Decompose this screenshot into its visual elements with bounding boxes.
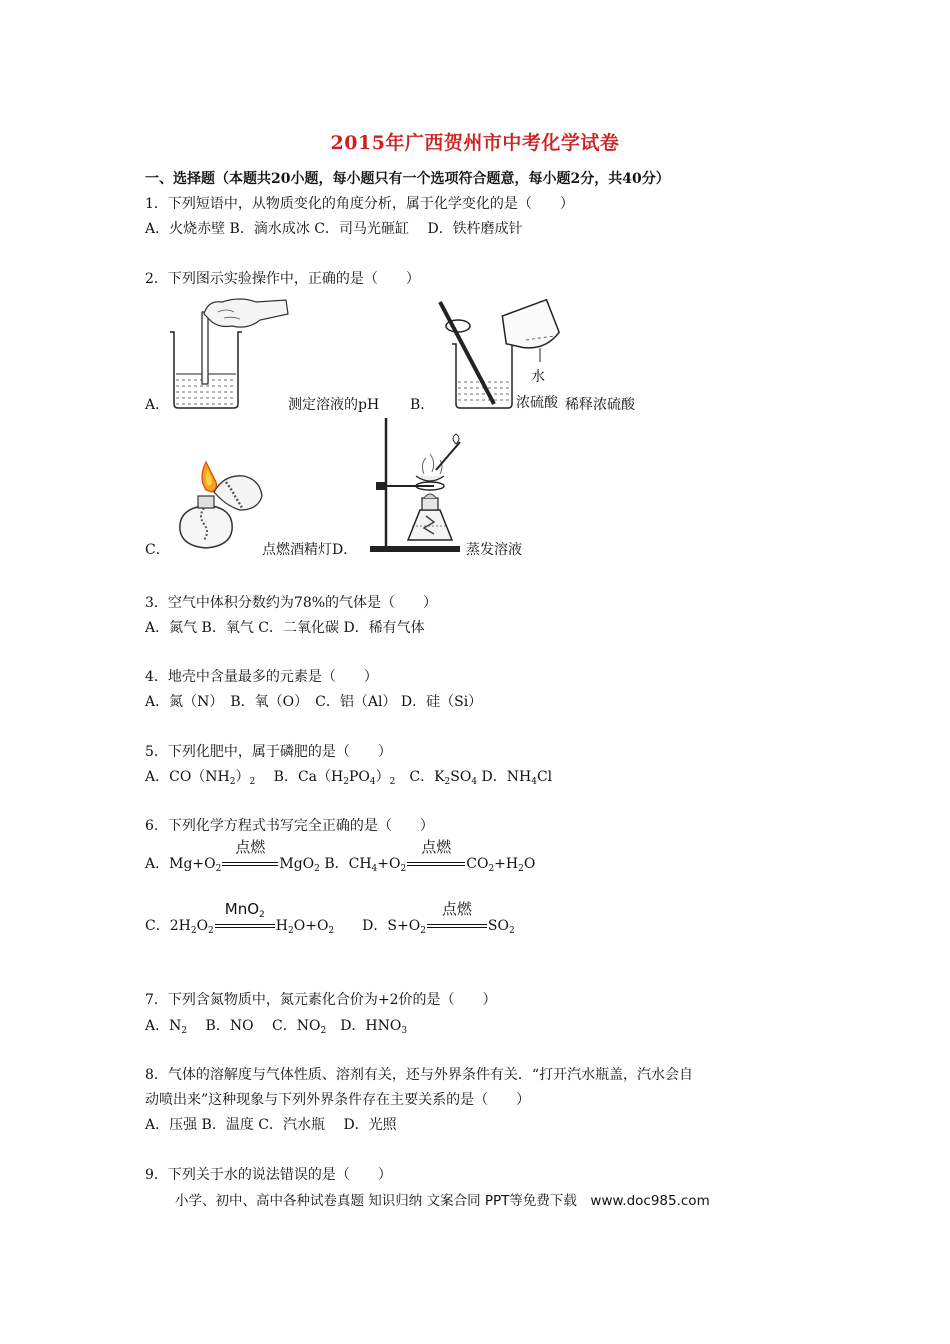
option-b-letter: B． — [410, 397, 435, 413]
reaction-arrow-d: 点燃 — [427, 917, 487, 935]
reaction-arrow-b: 点燃 — [407, 855, 465, 873]
evaporation-figure — [364, 414, 468, 554]
page-title: 2015年广西贺州市中考化学试卷 — [330, 132, 620, 154]
option-d-caption: 蒸发溶液 — [466, 542, 522, 558]
question-4-stem: 4．地壳中含量最多的元素是（ ） — [145, 669, 378, 685]
question-5-options: A．$CO(NH_2)_2$ B．$Ca(H_2PO_4)_2$ C．$K_2SO_4$ D．$NH_4Cl$ — [145, 769, 553, 787]
acid-label: 浓硫酸 — [516, 395, 558, 411]
question-4-options: A．氮（N） B．氧（O） C．铝（Al） D．硅（Si） — [145, 694, 483, 710]
footer-text: 小学、初中、高中各种试卷真题 知识归纳 文案合同 PPT等免费下载 www.doc985.com — [175, 1193, 710, 1209]
question-7-stem: 7．下列含氮物质中，氮元素化合价为+2价的是（ ） — [145, 992, 497, 1008]
question-7-options: A．$N_2$ B．NO C．$NO_2$ D．$HNO_3$ — [145, 1018, 408, 1036]
option-c-letter: C． — [145, 542, 170, 558]
question-6-stem: 6．下列化学方程式书写完全正确的是（ ） — [145, 818, 434, 834]
section-heading: 一、选择题（本题共20小题，每小题只有一个选项符合题意，每小题2分，共40分） — [145, 171, 670, 187]
option-a-caption: 测定溶液的pH — [288, 397, 380, 413]
alcohol-lamp-figure — [168, 446, 274, 556]
option-c-caption: 点燃酒精灯D． — [262, 542, 358, 558]
question-3-stem: 3．空气中体积分数约为78%的气体是（ ） — [145, 595, 438, 611]
question-1-options: A．火烧赤壁 B．滴水成冰 C．司马光砸缸 D．铁杵磨成针 — [145, 221, 523, 237]
question-3-options: A．氮气 B．氧气 C．二氧化碳 D．稀有气体 — [145, 620, 425, 636]
question-8-stem-line2: 动喷出来”这种现象与下列外界条件存在主要关系的是（ ） — [145, 1092, 531, 1108]
question-9-stem: 9．下列关于水的说法错误的是（ ） — [145, 1167, 392, 1183]
reaction-arrow-a: 点燃 — [222, 855, 278, 873]
option-b-caption: 稀释浓硫酸 — [565, 397, 635, 413]
question-1-stem: 1．下列短语中，从物质变化的角度分析，属于化学变化的是（ ） — [145, 196, 574, 212]
question-5-stem: 5．下列化肥中，属于磷肥的是（ ） — [145, 744, 392, 760]
ph-test-figure — [160, 292, 300, 414]
water-label: 水 — [531, 369, 545, 385]
reaction-arrow-c: MnO$_2$ — [215, 917, 275, 935]
question-8-stem-line1: 8．气体的溶解度与气体性质、溶剂有关，还与外界条件有关．“打开汽水瓶盖，汽水会自 — [145, 1067, 694, 1083]
option-a-letter: A． — [145, 397, 170, 413]
question-6-options-cd: C．$2H_2O_2$ MnO$_2$ $H_2O+O_2$ D．$S+O_2$ 点燃 $SO_2$ — [145, 900, 515, 936]
question-6-options-ab: A．$Mg+O_2$ 点燃 MgO$_2$ B．$CH_4+O_2$ 点燃 $CO_2+H_2O$ — [145, 838, 536, 874]
question-8-options: A．压强 B．温度 C．汽水瓶 D．光照 — [145, 1117, 397, 1133]
question-2-stem: 2．下列图示实验操作中，正确的是（ ） — [145, 271, 420, 287]
